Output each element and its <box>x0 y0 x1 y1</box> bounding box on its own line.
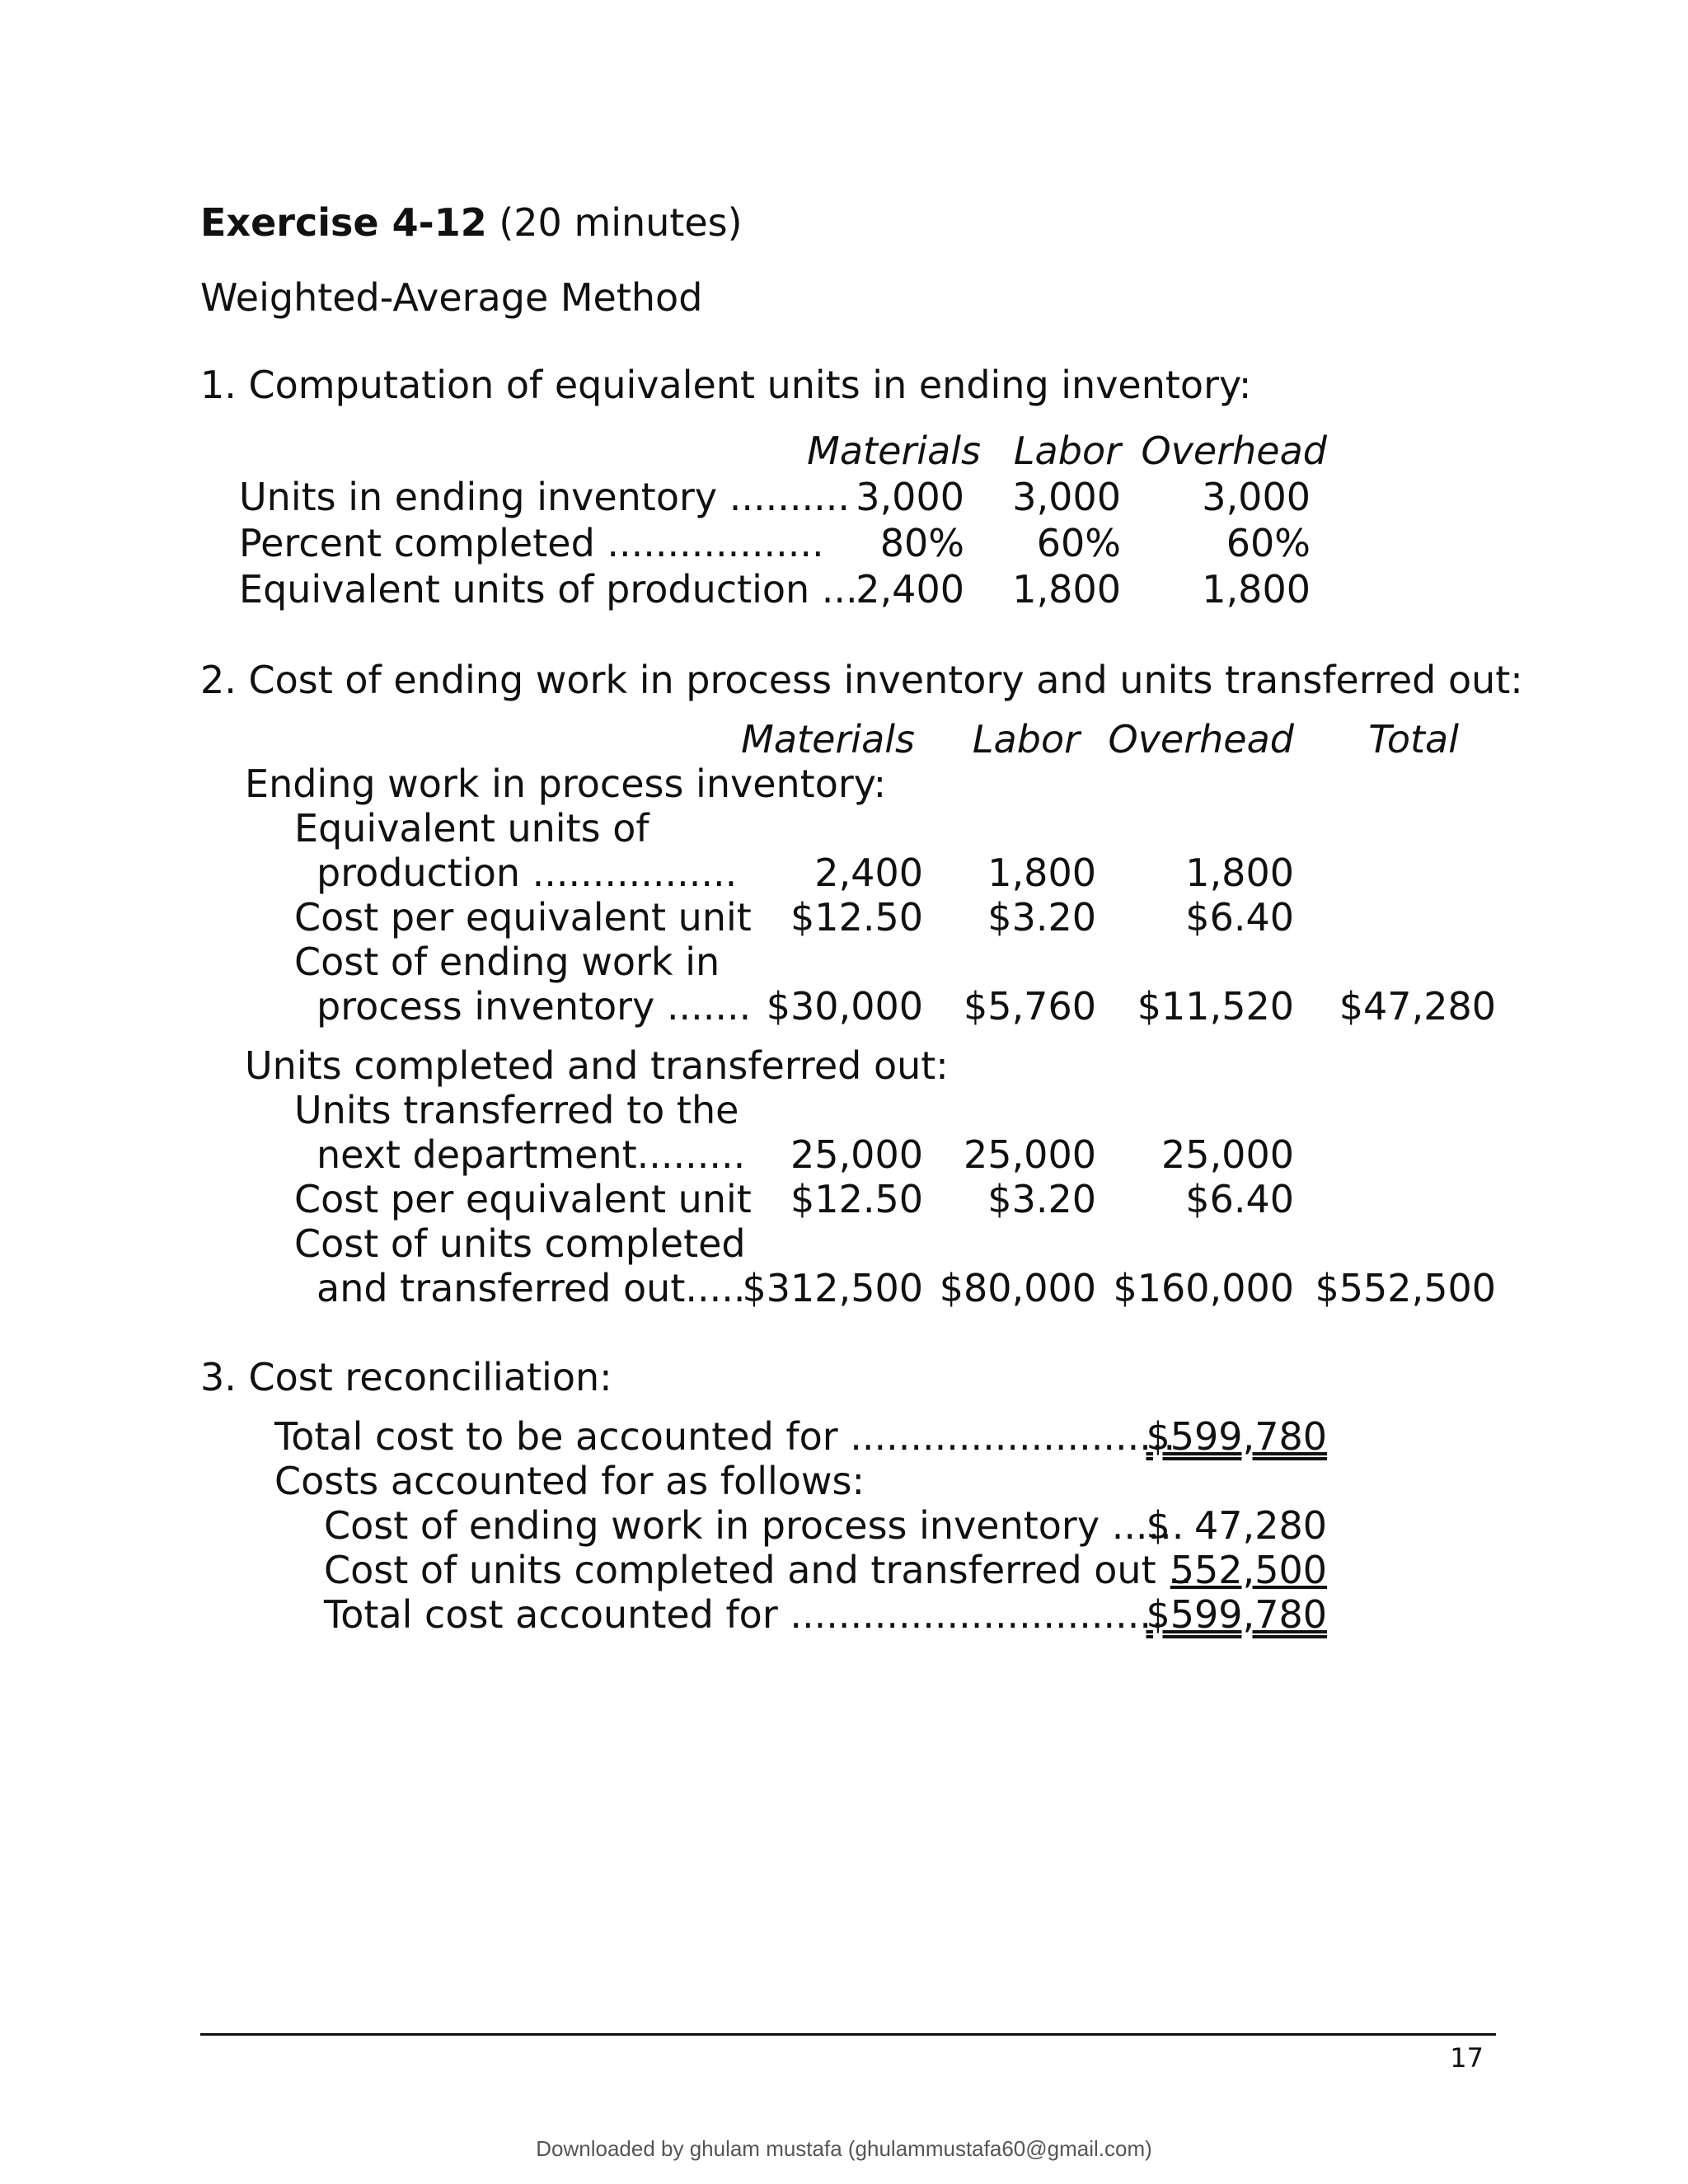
ending-cost-label-2: process inventory ....... <box>316 984 752 1029</box>
part1-row-label: Equivalent units of production ... <box>239 567 858 612</box>
part1-row-value: 3,000 <box>856 475 964 519</box>
reconciliation-value: 552,500 <box>1170 1548 1327 1592</box>
ending-cost-label-1: Cost of ending work in <box>294 940 720 984</box>
cpu-label: Cost per equivalent unit <box>294 895 752 940</box>
eu-value: 1,800 <box>1185 851 1294 895</box>
exercise-duration: (20 minutes) <box>499 200 743 245</box>
transferred-cost-label-1: Cost of units completed <box>294 1221 746 1266</box>
part1-row-value: 60% <box>1226 521 1311 565</box>
ending-wip-label: Ending work in process inventory: <box>245 762 887 806</box>
part2-col-total: Total <box>1368 717 1459 762</box>
transferred-cost-value: $80,000 <box>939 1266 1096 1310</box>
reconciliation-label: Total cost accounted for ............................... <box>324 1592 1164 1637</box>
part2-heading: 2. Cost of ending work in process inventory and units transferred out: <box>200 658 1523 702</box>
cpu-label: Cost per equivalent unit <box>294 1177 752 1221</box>
reconciliation-label: Cost of units completed and transferred out .. <box>324 1548 1193 1592</box>
units-value: 25,000 <box>790 1132 923 1177</box>
eu-value: 1,800 <box>987 851 1096 895</box>
part2-col-overhead: Overhead <box>1108 717 1294 762</box>
reconciliation-label: Total cost to be accounted for ........................... <box>274 1414 1176 1459</box>
part1-heading: 1. Computation of equivalent units in ending inventory: <box>200 363 1252 407</box>
ending-cost-value: $30,000 <box>766 984 923 1029</box>
exercise-title <box>200 200 743 245</box>
part1-row-value: 60% <box>1036 521 1121 565</box>
transferred-cost-value: $160,000 <box>1113 1266 1294 1310</box>
footer-rule <box>200 2033 1496 2036</box>
transferred-label: Units completed and transferred out: <box>245 1043 949 1088</box>
reconciliation-label: Cost of ending work in process inventory ...... <box>324 1503 1184 1548</box>
transferred-cost-value: $312,500 <box>742 1266 923 1310</box>
reconciliation-value: $599,780 <box>1146 1592 1327 1637</box>
part1-row-value: 1,800 <box>1202 567 1311 612</box>
method-label: Weighted-Average Method <box>200 275 703 320</box>
reconciliation-value: $ 47,280 <box>1146 1503 1327 1548</box>
exercise-number: Exercise 4-12 <box>200 200 487 245</box>
part1-row-value: 2,400 <box>856 567 964 612</box>
part1-col-materials: Materials <box>807 429 981 473</box>
part1-row-value: 80% <box>879 521 964 565</box>
units-label-1: Units transferred to the <box>294 1088 739 1132</box>
transferred-cost-label-2: and transferred out..... <box>316 1266 746 1310</box>
part1-row-label: Percent completed .................. <box>239 521 824 565</box>
part1-row-label: Units in ending inventory .......... <box>239 475 850 519</box>
units-value: 25,000 <box>1161 1132 1294 1177</box>
cpu-value: $3.20 <box>987 1177 1096 1221</box>
page-number: 17 <box>1450 2042 1484 2074</box>
units-label-2: next department......... <box>316 1132 746 1177</box>
ending-cost-value: $5,760 <box>964 984 1096 1029</box>
cpu-value: $12.50 <box>790 1177 923 1221</box>
part1-col-labor: Labor <box>1013 429 1121 473</box>
download-footer: Downloaded by ghulam mustafa (ghulammustafa60@gmail.com) <box>536 2136 1152 2161</box>
part1-row-value: 3,000 <box>1012 475 1121 519</box>
part3-heading: 3. Cost reconciliation: <box>200 1355 612 1399</box>
cpu-value: $3.20 <box>987 895 1096 940</box>
part2-col-materials: Materials <box>741 717 915 762</box>
reconciliation-label: Costs accounted for as follows: <box>274 1459 865 1503</box>
eu-label-2: production ................. <box>316 851 738 895</box>
ending-cost-value: $11,520 <box>1137 984 1294 1029</box>
transferred-cost-total: $552,500 <box>1315 1266 1496 1310</box>
cpu-value: $12.50 <box>790 895 923 940</box>
part1-row-value: 1,800 <box>1012 567 1121 612</box>
part1-col-overhead: Overhead <box>1141 429 1327 473</box>
eu-value: 2,400 <box>814 851 923 895</box>
reconciliation-value: $599,780 <box>1146 1414 1327 1459</box>
part2-col-labor: Labor <box>972 717 1080 762</box>
units-value: 25,000 <box>964 1132 1096 1177</box>
eu-label-1: Equivalent units of <box>294 806 649 851</box>
cpu-value: $6.40 <box>1185 1177 1294 1221</box>
part1-row-value: 3,000 <box>1202 475 1311 519</box>
cpu-value: $6.40 <box>1185 895 1294 940</box>
ending-cost-total: $47,280 <box>1339 984 1496 1029</box>
